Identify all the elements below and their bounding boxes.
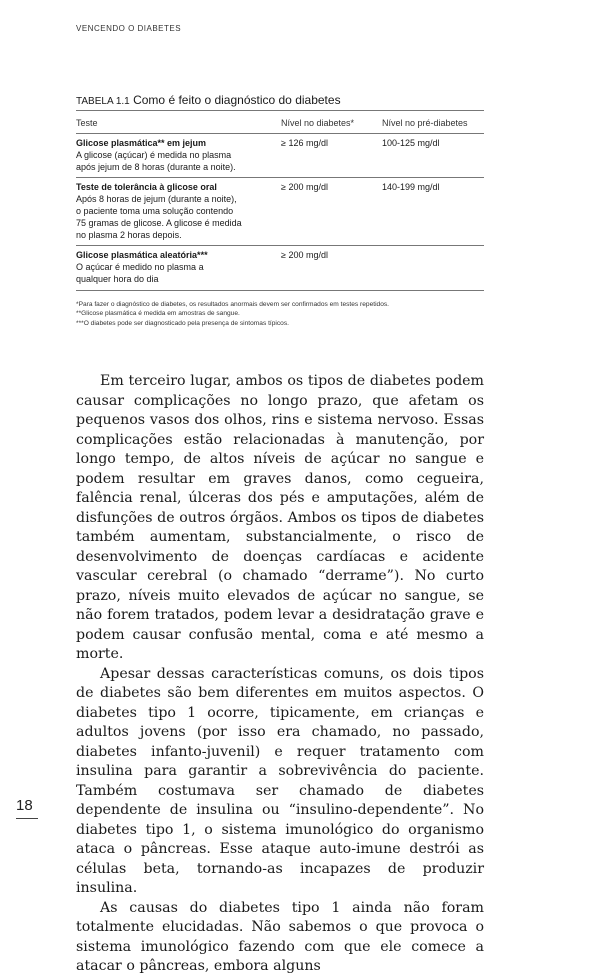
test-description-line: no plasma 2 horas depois. — [76, 229, 182, 240]
diabetes-level-value: ≥ 126 mg/dl — [281, 138, 328, 148]
table-caption-number: TABELA 1.1 — [76, 96, 130, 107]
diabetes-level-value: ≥ 200 mg/dl — [281, 250, 328, 261]
test-title: Glicose plasmática** em jejum — [76, 138, 207, 148]
test-title: Teste de tolerância à glicose oral — [76, 182, 217, 193]
test-description-line: o paciente toma uma solução contendo — [76, 205, 234, 216]
test-description-line: qualquer hora do dia — [76, 273, 159, 284]
body-text — [76, 372, 484, 977]
table-header-row — [76, 111, 484, 134]
header-prediabetes-level: Nível no pré-diabetes — [382, 118, 468, 128]
table-note: ***O diabetes pode ser diagnosticado pela presença de sintomas típicos. — [76, 319, 289, 327]
table-note: *Para fazer o diagnóstico de diabetes, os resultados anormais devem ser confirmados em testes repetidos. — [76, 300, 390, 308]
table-note: **Glicose plasmática é medida em amostras de sangue. — [76, 310, 240, 318]
table-caption — [76, 93, 484, 111]
prediabetes-level-value: 100-125 mg/dl — [382, 138, 440, 148]
prediabetes-level-value: 140-199 mg/dl — [382, 182, 440, 193]
page-number-rule — [16, 818, 38, 819]
table-row — [76, 134, 484, 178]
test-description-line: 75 gramas de glicose. A glicose é medida — [76, 217, 242, 228]
table-row — [76, 246, 484, 290]
running-head: VENCENDO O DIABETES — [76, 24, 182, 33]
paragraph: Em terceiro lugar, ambos os tipos de diabetes podem causar complicações no longo prazo, que afetam os pequenos vasos dos olhos, rins e sistema nervoso. Essas complicações estão relacionadas à manutenção, por longo tempo, de altos níveis de açúcar no sangue e podem resultar em graves danos, como cegueira, falência renal, úlceras dos pés e amputações, além de disfunções de outros órgãos. Ambos os tipos de diabetes também aumentam, substancialmente, o risco de desenvolvimento de doenças cardíacas e acidente vascular cerebral (o chamado “derrame”). No curto prazo, níveis muito elevados de açúcar no sangue, se não forem tratados, podem levar a desidratação grave e podem causar confusão mental, coma e até mesmo a morte. — [76, 373, 484, 662]
test-description-line: A glicose (açúcar) é medida no plasma — [76, 149, 232, 160]
test-description-line: Após 8 horas de jejum (durante a noite), — [76, 194, 237, 205]
test-title: Glicose plasmática aleatória*** — [76, 250, 208, 261]
test-description-line: O açúcar é medido no plasma a — [76, 262, 204, 273]
paragraph: Apesar dessas características comuns, os dois tipos de diabetes são bem diferentes em muitos aspectos. O diabetes tipo 1 ocorre, tipicamente, em crianças e adultos jovens (por isso era chamado, no passado, diabetes infanto-juvenil) e requer tratamento com insulina para garantir a sobrevivência do paciente. Também costumava ser chamado de diabetes dependente de insulina ou “insulino-dependente”. No diabetes tipo 1, o sistema imunológico do organismo ataca o pâncreas. Esse ataque auto-imune destrói as células beta, tornando-as incapazes de produzir insulina. — [76, 665, 484, 896]
header-diabetes-level: Nível no diabetes* — [281, 118, 355, 128]
prediabetes-level-value — [382, 250, 484, 285]
paragraph: As causas do diabetes tipo 1 ainda não foram totalmente elucidadas. Não sabemos o que provoca o sistema imunológico fazendo com que ele comece a atacar o pâncreas, embora alguns — [76, 899, 484, 974]
table-notes — [76, 300, 484, 329]
test-description-line: após jejum de 8 horas (durante a noite). — [76, 161, 236, 172]
page-number: 18 — [16, 797, 33, 814]
diagnosis-table — [76, 93, 484, 328]
test-cell — [76, 250, 281, 285]
test-cell — [76, 182, 281, 241]
test-cell — [76, 138, 281, 173]
header-test: Teste — [76, 118, 98, 128]
table-caption-title: Como é feito o diagnóstico do diabetes — [133, 93, 341, 107]
diabetes-level-value: ≥ 200 mg/dl — [281, 182, 328, 193]
table-row — [76, 178, 484, 246]
